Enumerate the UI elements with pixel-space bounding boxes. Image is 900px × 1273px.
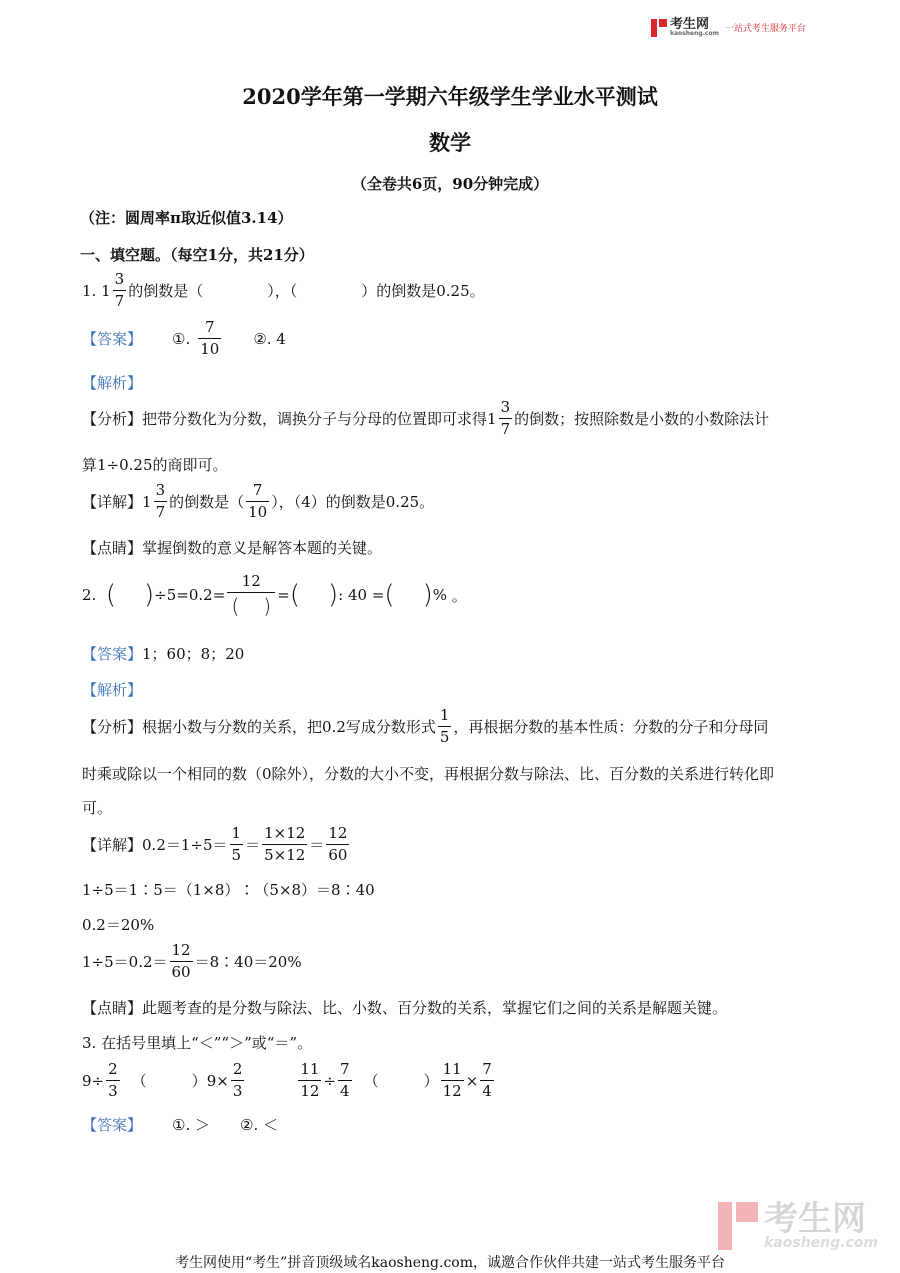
q1-fenxi: 【分析】 把带分数化为分数，调换分子与分母的位置即可求得 1 $\frac{3}{7}$ 的倒数；按照除数是小数的小数除法计	[82, 398, 770, 438]
q2-line4: 1÷5＝0.2＝ $\frac{12}{60}$ ＝8∶40＝20%	[82, 941, 302, 981]
q1-answer: 【答案】 ①. $\frac{7}{10}$ ②. 4	[82, 318, 286, 358]
q2-dianjing: 【点睛】此题考查的是分数与除法、比、小数、百分数的关系，掌握它们之间的关系是解题关键。	[82, 999, 728, 1017]
watermark-sub: kaosheng.com	[764, 1235, 878, 1251]
q1-fenxi-line2: 算1÷0.25的商即可。	[82, 456, 228, 474]
subject-title: 数学	[429, 130, 471, 155]
logo-sub: kaosheng.com	[670, 30, 719, 37]
q1-xiangjie: 【详解】 1 $\frac{3}{7}$ 的倒数是（ $\frac{7}{10}$ ），（4）的倒数是0.25。	[82, 481, 435, 521]
q2-jiexi: 【解析】	[82, 681, 143, 699]
pi-note: （注：圆周率π取近似值3.14）	[80, 209, 293, 227]
watermark-text: 考生网	[764, 1199, 866, 1239]
logo-slogan: 一站式考生服务平台	[724, 24, 806, 34]
q3-answer: 【答案】 ①. ＞ ②. ＜	[82, 1116, 278, 1134]
q2-line3: 0.2＝20%	[82, 916, 155, 934]
q2-answer: 【答案】1；60；8；20	[82, 645, 245, 663]
exam-info: （全卷共6页，90分钟完成）	[351, 175, 549, 193]
header-logo	[651, 18, 806, 37]
section-heading: 一、填空题。（每空1分，共21分）	[80, 246, 314, 264]
q1-dianjing: 【点睛】掌握倒数的意义是解答本题的关键。	[82, 539, 383, 557]
footer-text: 考生网使用“考生”拼音顶级域名kaosheng.com，诚邀合作伙伴共建一站式考生服务平台	[174, 1255, 726, 1271]
exam-title: 2020学年第一学期六年级学生学业水平测试	[242, 84, 658, 109]
q2-fenxi-line2: 时乘或除以一个相同的数（0除外），分数的大小不变，再根据分数与除法、比、百分数的关系进行转化即	[82, 765, 775, 783]
logo-text: 考生网	[670, 17, 710, 32]
q3-stem: 3. 在括号里填上“＜”“＞”或“＝”。	[82, 1034, 313, 1052]
q1-stem: 1. 1 $\frac{3}{7}$ 的倒数是（ ），（ ）的倒数是0.25。	[82, 270, 485, 310]
q2-stem: 2. ( ) ÷5=0.2= $\frac{12}{( )}$ = ( ) : 40 = ( ) % 。	[82, 572, 467, 618]
logo-icon	[651, 19, 667, 37]
q1-jiexi: 【解析】	[82, 374, 143, 392]
watermark	[718, 1199, 878, 1251]
q2-fenxi-line3: 可。	[82, 799, 113, 817]
q3-expressions: 9÷ $\frac{2}{3}$ （ ） 9× $\frac{2}{3}$ $\frac{11}{12}$ ÷ $\frac{7}{4}$ （ ） $\frac{11}{12}$ × $\frac{7}{4}$	[82, 1060, 492, 1100]
q2-fenxi: 【分析】 根据小数与分数的关系，把0.2写成分数形式 $\frac{1}{5}$ ，再根据分数的基本性质：分数的分子和分母同	[82, 706, 769, 746]
mixed-fraction: 1 $\frac{3}{7}$	[101, 270, 125, 310]
q2-xiangjie: 【详解】 0.2＝1÷5＝ $\frac{1}{5}$ ＝ $\frac{1\times 12}{5\times 12}$ ＝ $\frac{12}{60}$	[82, 824, 348, 864]
q2-line2: 1÷5＝1∶5＝（1×8）∶（5×8）＝8∶40	[82, 881, 375, 899]
watermark-logo-icon	[718, 1202, 758, 1250]
